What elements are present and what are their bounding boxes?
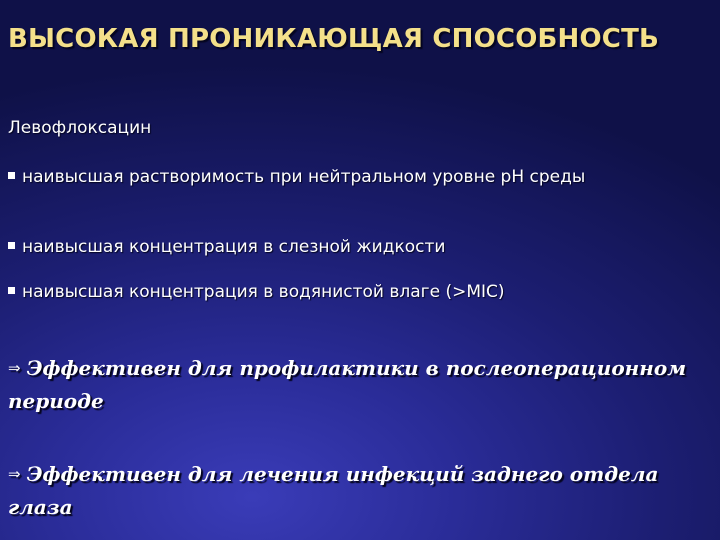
- square-bullet-icon: [8, 172, 15, 179]
- square-bullet-icon: [8, 287, 15, 294]
- bullet-item: [8, 234, 708, 260]
- square-bullet-icon: [8, 242, 15, 249]
- bullet-item: [8, 164, 708, 190]
- bullet-text: наивысшая растворимость при нейтральном уровне pH среды: [22, 167, 586, 187]
- slide-title: ВЫСОКАЯ ПРОНИКАЮЩАЯ СПОСОБНОСТЬ: [8, 24, 660, 54]
- drug-name: Левофлоксацин: [8, 118, 152, 138]
- conclusion-text: Эффективен для лечения инфекций заднего отдела глаза: [8, 462, 659, 519]
- double-arrow-icon: ⇒: [8, 465, 21, 483]
- bullet-item: [8, 279, 708, 305]
- bullet-text: наивысшая концентрация в водянистой влаге (>MIC): [22, 282, 505, 302]
- conclusion-item: [8, 458, 712, 524]
- double-arrow-icon: ⇒: [8, 359, 21, 377]
- conclusion-text: Эффективен для профилактики в послеоперационном периоде: [8, 356, 687, 413]
- bullet-text: наивысшая концентрация в слезной жидкости: [22, 237, 446, 257]
- conclusion-item: [8, 352, 712, 418]
